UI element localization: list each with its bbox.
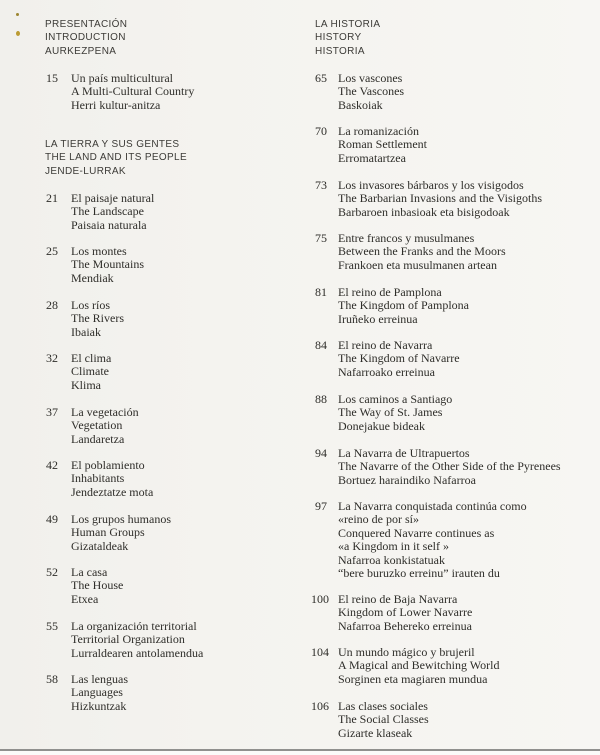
entry-lines bbox=[71, 513, 171, 553]
entry-title-eu: Frankoen eta musulmanen artean bbox=[338, 257, 497, 272]
entry-title-es: El reino de Baja Navarra bbox=[338, 592, 458, 606]
entry-lines bbox=[71, 459, 153, 499]
entry-lines bbox=[338, 700, 429, 740]
entry-title-es: El paisaje natural bbox=[71, 191, 155, 205]
toc-entry-58 bbox=[46, 673, 128, 713]
entry-lines bbox=[338, 72, 404, 112]
entry-lines bbox=[338, 500, 527, 580]
entry-lines bbox=[338, 339, 460, 379]
entry-title-eu: Nafarroako erreinua bbox=[338, 364, 435, 379]
entry-lines bbox=[71, 299, 124, 339]
entry-lines bbox=[338, 232, 506, 272]
entry-title-eu: Mendiak bbox=[71, 270, 114, 285]
page-number: 21 bbox=[46, 191, 58, 205]
entry-title-en: The Navarre of the Other Side of the Pyrenees bbox=[338, 459, 561, 474]
toc-entry-106 bbox=[311, 700, 429, 740]
entry-lines bbox=[338, 125, 427, 165]
page-number: 106 bbox=[311, 699, 329, 713]
entry-title-en: The Mountains bbox=[71, 257, 144, 272]
entry-title-eu: Ibaiak bbox=[71, 324, 101, 339]
entry-title-eu: Nafarroa konkistatuak bbox=[338, 552, 445, 567]
entry-title-eu-2: “bere buruzko erreinu” irauten du bbox=[338, 566, 500, 581]
toc-entry-65 bbox=[311, 72, 404, 112]
entry-title-es: Los caminos a Santiago bbox=[338, 392, 453, 406]
entry-lines bbox=[71, 566, 123, 606]
page-number: 15 bbox=[46, 71, 58, 85]
page-number: 32 bbox=[46, 351, 58, 365]
toc-entry-52 bbox=[46, 566, 123, 606]
entry-title-en: Inhabitants bbox=[71, 471, 125, 486]
entry-lines bbox=[338, 286, 469, 326]
toc-entry-32 bbox=[46, 352, 111, 392]
entry-title-es: Los montes bbox=[71, 244, 127, 258]
entry-lines bbox=[71, 245, 144, 285]
entry-title-en: A Magical and Bewitching World bbox=[338, 658, 500, 673]
entry-lines bbox=[338, 179, 542, 219]
entry-title-eu: Iruñeko erreinua bbox=[338, 311, 418, 326]
toc-entry-73 bbox=[311, 179, 542, 219]
entry-title-es: La vegetación bbox=[71, 405, 139, 419]
page-bottom-strip bbox=[0, 751, 600, 755]
entry-lines bbox=[71, 72, 194, 112]
section-heading-presentacion bbox=[45, 18, 127, 58]
entry-title-en: The Kingdom of Navarre bbox=[338, 351, 460, 366]
toc-entry-100 bbox=[311, 593, 472, 633]
toc-entry-94 bbox=[311, 447, 561, 487]
page-number: 49 bbox=[46, 512, 58, 526]
page-number: 42 bbox=[46, 458, 58, 472]
ink-speck bbox=[16, 13, 19, 16]
entry-title-en: The Vascones bbox=[338, 84, 405, 99]
heading-line-en: HISTORY bbox=[315, 32, 362, 44]
page-number: 58 bbox=[46, 672, 58, 686]
page-number: 94 bbox=[315, 446, 327, 460]
entry-title-es: La romanización bbox=[338, 124, 419, 138]
page-number: 65 bbox=[315, 71, 327, 85]
entry-title-eu: Nafarroa Behereko erreinua bbox=[338, 618, 472, 633]
page-number: 97 bbox=[315, 499, 327, 513]
entry-lines bbox=[71, 406, 139, 446]
toc-entry-104 bbox=[311, 646, 499, 686]
section-heading-la-tierra bbox=[45, 138, 187, 178]
heading-line-en: THE LAND AND ITS PEOPLE bbox=[45, 152, 187, 164]
toc-entry-49 bbox=[46, 513, 171, 553]
entry-lines bbox=[338, 646, 499, 686]
heading-line-es: LA TIERRA Y SUS GENTES bbox=[45, 139, 180, 150]
entry-title-eu: Erromatartzea bbox=[338, 150, 406, 165]
toc-entry-28 bbox=[46, 299, 124, 339]
entry-lines bbox=[71, 620, 203, 660]
entry-title-eu: Etxea bbox=[71, 591, 99, 606]
entry-title-en: The Social Classes bbox=[338, 712, 429, 727]
page-number: 84 bbox=[315, 338, 327, 352]
entry-title-es: La Navarra conquistada continúa como bbox=[338, 499, 527, 513]
entry-title-en: The Barbarian Invasions and the Visigoths bbox=[338, 191, 543, 206]
section-heading-la-historia bbox=[315, 18, 380, 58]
entry-title-en: Roman Settlement bbox=[338, 137, 427, 152]
heading-line-es: PRESENTACIÓN bbox=[45, 19, 128, 30]
entry-title-eu: Gizarte klaseak bbox=[338, 725, 413, 740]
entry-title-eu: Herri kultur-anitza bbox=[71, 97, 161, 112]
entry-title-en: A Multi-Cultural Country bbox=[71, 84, 195, 99]
entry-title-en: Territorial Organization bbox=[71, 632, 185, 647]
entry-title-eu: Landaretza bbox=[71, 431, 125, 446]
entry-title-es: La Navarra de Ultrapuertos bbox=[338, 446, 470, 460]
entry-title-eu: Barbaroen inbasioak eta bisigodoak bbox=[338, 204, 510, 219]
page-number: 37 bbox=[46, 405, 58, 419]
page-number: 28 bbox=[46, 298, 58, 312]
toc-entry-37 bbox=[46, 406, 139, 446]
toc-entry-15 bbox=[46, 72, 194, 112]
entry-title-es: Los ríos bbox=[71, 298, 110, 312]
toc-entry-55 bbox=[46, 620, 203, 660]
entry-title-es-2: «reino de por sí» bbox=[338, 512, 419, 527]
entry-title-en: The House bbox=[71, 578, 124, 593]
toc-entry-81 bbox=[311, 286, 469, 326]
entry-title-eu: Hizkuntzak bbox=[71, 698, 127, 713]
entry-title-eu: Paisaia naturala bbox=[71, 217, 147, 232]
entry-title-eu: Donejakue bideak bbox=[338, 418, 425, 433]
entry-title-es: Las lenguas bbox=[71, 672, 128, 686]
entry-title-en: Kingdom of Lower Navarre bbox=[338, 605, 473, 620]
page-number: 81 bbox=[315, 285, 327, 299]
entry-title-en: Conquered Navarre continues as bbox=[338, 525, 495, 540]
entry-title-es: La organización territorial bbox=[71, 619, 197, 633]
entry-title-en: The Way of St. James bbox=[338, 405, 443, 420]
entry-title-es: El reino de Pamplona bbox=[338, 285, 442, 299]
entry-title-en: The Rivers bbox=[71, 311, 124, 326]
entry-title-en-2: «a Kingdom in it self » bbox=[338, 539, 449, 554]
page-number: 88 bbox=[315, 392, 327, 406]
entry-title-es: Un mundo mágico y brujeril bbox=[338, 645, 475, 659]
entry-title-eu: Sorginen eta magiaren mundua bbox=[338, 671, 488, 686]
entry-title-es: Entre francos y musulmanes bbox=[338, 231, 475, 245]
entry-title-en: Between the Franks and the Moors bbox=[338, 244, 506, 259]
page-number: 55 bbox=[46, 619, 58, 633]
heading-line-eu: AURKEZPENA bbox=[45, 45, 117, 57]
entry-title-eu: Lurraldearen antolamendua bbox=[71, 645, 204, 660]
toc-entry-25 bbox=[46, 245, 144, 285]
entry-title-eu: Jendeztatze mota bbox=[71, 484, 154, 499]
entry-title-en: The Kingdom of Pamplona bbox=[338, 298, 469, 313]
heading-line-en: INTRODUCTION bbox=[45, 32, 126, 44]
heading-line-eu: HISTORIA bbox=[315, 45, 365, 57]
entry-lines bbox=[71, 192, 154, 232]
entry-title-es: Los grupos humanos bbox=[71, 512, 171, 526]
page-number: 52 bbox=[46, 565, 58, 579]
entry-title-es: El reino de Navarra bbox=[338, 338, 433, 352]
entry-lines bbox=[71, 673, 128, 713]
ink-speck bbox=[16, 31, 20, 36]
entry-lines bbox=[338, 393, 452, 433]
page-number: 75 bbox=[315, 231, 327, 245]
entry-title-es: El poblamiento bbox=[71, 458, 145, 472]
entry-title-es: La casa bbox=[71, 565, 108, 579]
page-number: 70 bbox=[315, 124, 327, 138]
entry-title-es: Un país multicultural bbox=[71, 71, 173, 85]
toc-entry-42 bbox=[46, 459, 153, 499]
heading-line-eu: JENDE-LURRAK bbox=[45, 165, 126, 177]
page-number: 104 bbox=[311, 645, 329, 659]
toc-entry-97 bbox=[311, 500, 527, 580]
heading-line-es: LA HISTORIA bbox=[315, 19, 381, 30]
page-number: 100 bbox=[311, 592, 329, 606]
entry-title-en: Human Groups bbox=[71, 525, 145, 540]
entry-title-en: Climate bbox=[71, 364, 109, 379]
page-number: 25 bbox=[46, 244, 58, 258]
toc-entry-88 bbox=[311, 393, 452, 433]
toc-entry-70 bbox=[311, 125, 427, 165]
entry-lines bbox=[338, 447, 561, 487]
toc-entry-84 bbox=[311, 339, 460, 379]
entry-title-es: Los invasores bárbaros y los visigodos bbox=[338, 178, 524, 192]
entry-title-eu: Baskoiak bbox=[338, 97, 383, 112]
entry-title-eu: Gizataldeak bbox=[71, 538, 129, 553]
page-number: 73 bbox=[315, 178, 327, 192]
entry-lines bbox=[71, 352, 111, 392]
toc-entry-21 bbox=[46, 192, 154, 232]
entry-title-en: Vegetation bbox=[71, 418, 123, 433]
entry-title-es: Los vascones bbox=[338, 71, 403, 85]
toc-entry-75 bbox=[311, 232, 506, 272]
entry-title-en: The Landscape bbox=[71, 204, 144, 219]
entry-title-eu: Bortuez haraindiko Nafarroa bbox=[338, 472, 476, 487]
entry-title-eu: Klima bbox=[71, 377, 101, 392]
entry-lines bbox=[338, 593, 472, 633]
entry-title-en: Languages bbox=[71, 685, 123, 700]
entry-title-es: Las clases sociales bbox=[338, 699, 428, 713]
entry-title-es: El clima bbox=[71, 351, 112, 365]
